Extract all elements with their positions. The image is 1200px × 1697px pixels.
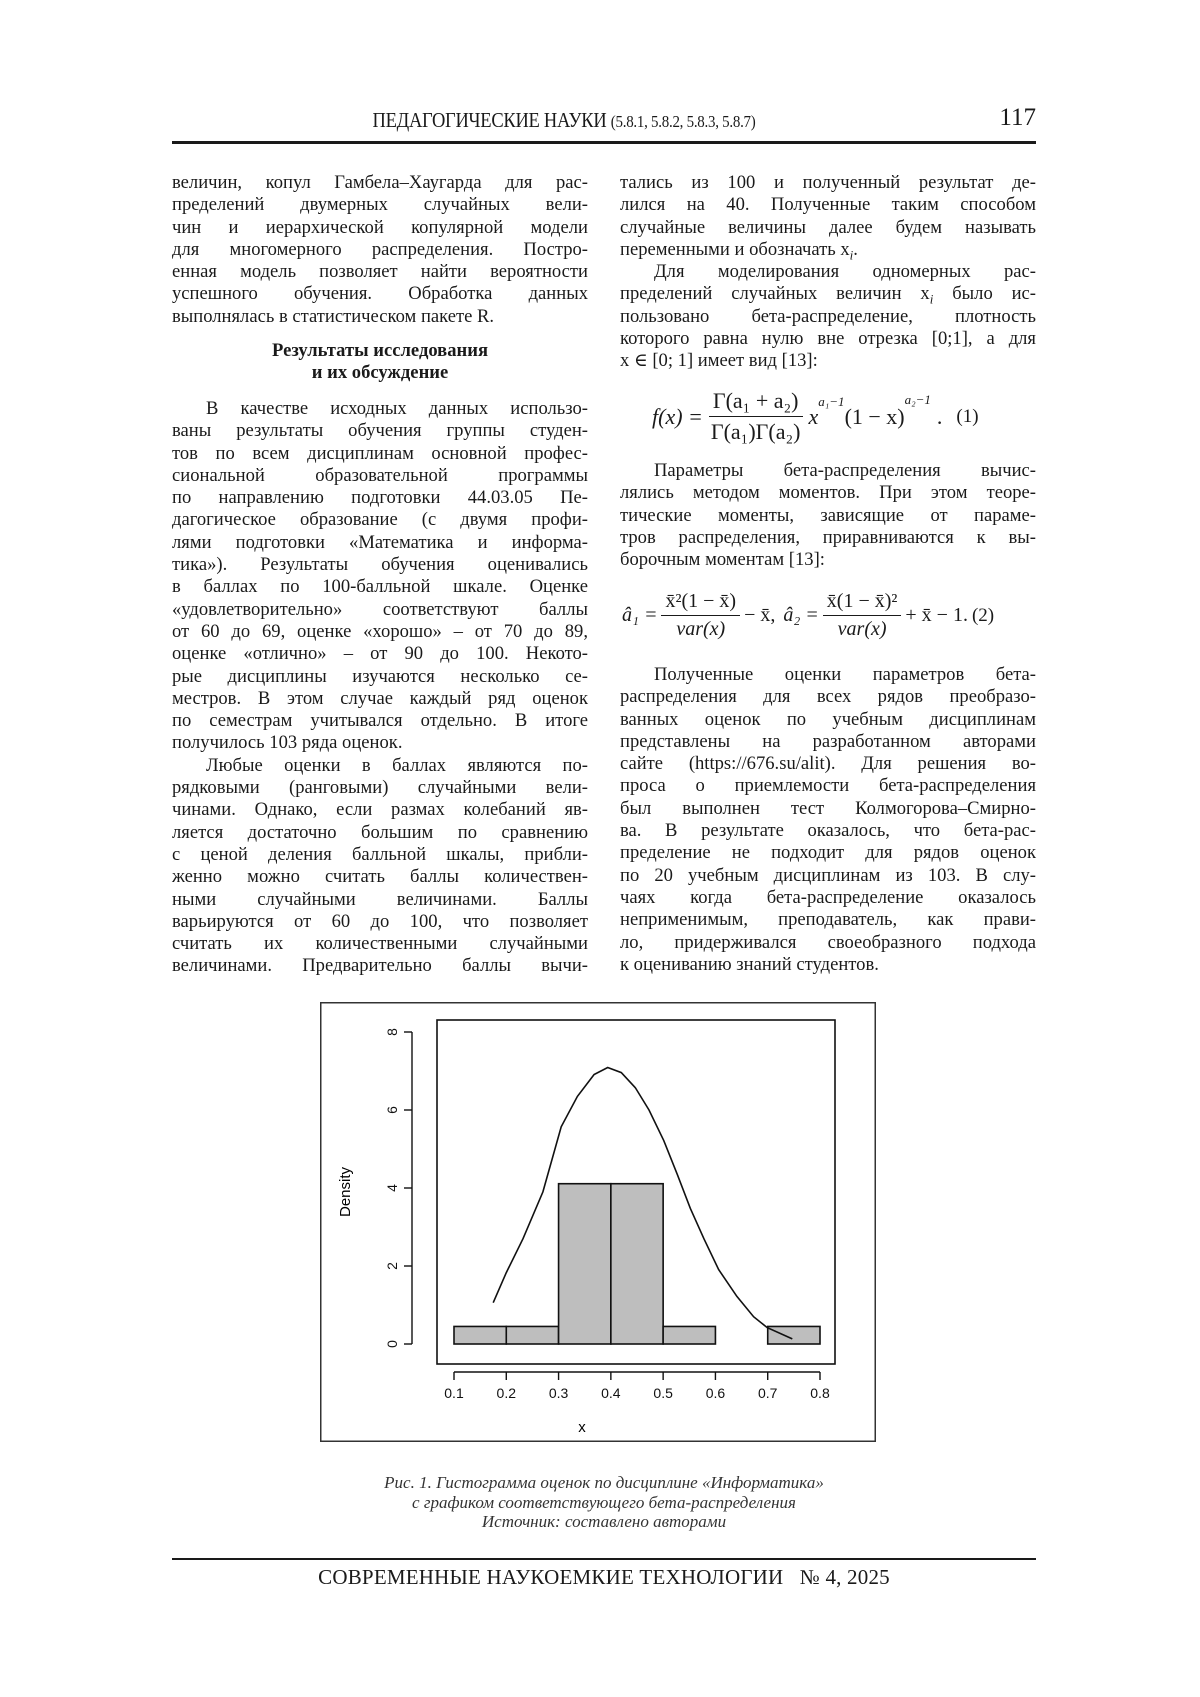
numerator: x̄(1 − x̄)² <box>823 590 902 616</box>
page-number: 117 <box>999 104 1036 132</box>
text-line: лялись методом моментов. При этом теоре- <box>620 482 1036 504</box>
text-line: ваны результаты обучения группы студен- <box>172 420 588 442</box>
text-line: тика»). Результаты обучения оценивались <box>172 554 588 576</box>
fraction <box>661 590 740 641</box>
line-tail: было ис- <box>933 283 1036 304</box>
formula-mid: − x̄, <box>744 604 775 627</box>
text-line: рые дисциплины изучаются несколько се- <box>172 666 588 688</box>
text-line: дагогическое образование (с двумя профи- <box>172 509 588 531</box>
right-para-2 <box>620 460 1036 571</box>
histogram-bar-0 <box>454 1326 506 1344</box>
x-tick-label: 0.3 <box>549 1385 569 1401</box>
text-line: по семестрам учитывался отдельно. В итоге <box>172 710 588 732</box>
y-tick-label: 6 <box>384 1106 400 1114</box>
text-line: «удовлетворительно» соответствуют баллы <box>172 599 588 621</box>
x-tick-label: 0.4 <box>601 1385 621 1401</box>
caption-line: Рис. 1. Гистограмма оценок по дисциплине «Информатика» <box>172 1473 1036 1493</box>
text-line: представлены на разработанном авторами <box>620 731 1036 753</box>
text-line: Полученные оценки параметров бета- <box>620 664 1036 686</box>
text-line: распределения для всех рядов преобразо- <box>620 686 1036 708</box>
caption-source: Источник: составлено авторами <box>172 1512 1036 1532</box>
formula-term: (1 − x) <box>845 404 905 430</box>
text-line: в баллах по 100-балльной шкале. Оценке <box>172 576 588 598</box>
text-line <box>620 239 1036 261</box>
text-line: пределений двумерных случайных вели- <box>172 194 588 216</box>
x-tick-label: 0.2 <box>497 1385 517 1401</box>
figure-caption <box>172 1473 1036 1532</box>
left-body <box>172 398 588 978</box>
text-line: ло, придерживался своеобразного подхода <box>620 932 1036 954</box>
caption-line: с графиком соответствующего бета-распределения <box>172 1493 1036 1513</box>
x-tick-label: 0.7 <box>758 1385 778 1401</box>
text-line <box>620 283 1036 305</box>
footer-rule <box>172 1558 1036 1560</box>
denominator: var(x) <box>834 616 891 641</box>
var-x: переменными и обозначать x <box>620 239 850 260</box>
text-line: рядковыми (ранговыми) случайными вели- <box>172 777 588 799</box>
denominator: var(x) <box>672 616 729 641</box>
histogram-bar-6 <box>768 1326 820 1344</box>
histogram-bar-2 <box>559 1184 611 1344</box>
text-line: неприменимым, преподаватель, как прави- <box>620 909 1036 931</box>
running-header <box>172 108 1036 138</box>
y-tick-label: 0 <box>384 1340 400 1348</box>
text-line: Любые оценки в баллах являются по- <box>172 755 588 777</box>
text-line: величин, копул Гамбела–Хаугарда для рас- <box>172 172 588 194</box>
subscript-i: i <box>850 248 854 263</box>
text-line: случайные величины далее будем называть <box>620 217 1036 239</box>
text-line: пользовано бета-распределение, плотность <box>620 306 1036 328</box>
a1-hat: â₁ = <box>622 604 657 627</box>
text-line: чаях когда бета-распределение оказалось <box>620 887 1036 909</box>
formula-dot: . <box>937 404 943 430</box>
text-line: лился на 40. Полученные таким способом <box>620 194 1036 216</box>
fraction <box>823 590 902 641</box>
x-tick-label: 0.5 <box>653 1385 673 1401</box>
text-line: лями подготовки «Математика и информа- <box>172 532 588 554</box>
denominator: Γ(a₁)Γ(a₂) <box>707 417 805 445</box>
fraction <box>707 388 805 445</box>
text-line: варьируются от 60 до 100, что позволяет <box>172 911 588 933</box>
text-line: считать их количественными случайными <box>172 933 588 955</box>
section-name: ПЕДАГОГИЧЕСКИЕ НАУКИ <box>372 108 606 132</box>
x-tick-label: 0.1 <box>444 1385 464 1401</box>
right-para-3 <box>620 664 1036 976</box>
text-line: x ∈ [0; 1] имеет вид [13]: <box>620 350 1036 372</box>
y-tick-label: 8 <box>384 1028 400 1036</box>
text-line: борочным моментам [13]: <box>620 549 1036 571</box>
histogram-bar-3 <box>611 1184 663 1344</box>
exponent: a₁−1 <box>818 394 844 409</box>
text-line: от 60 до 69, оценке «хорошо» – от 70 до 89, <box>172 621 588 643</box>
text-line: В качестве исходных данных использо- <box>172 398 588 420</box>
x-tick-label: 0.6 <box>706 1385 726 1401</box>
section-codes: (5.8.1, 5.8.2, 5.8.3, 5.8.7) <box>611 112 756 131</box>
text-part: пределений случайных величин x <box>620 283 930 304</box>
text-line: чин и иерархической копулярной модели <box>172 217 588 239</box>
text-line: чинами. Однако, если размах колебаний яв- <box>172 799 588 821</box>
text-line: тические моменты, зависящие от параме- <box>620 505 1036 527</box>
text-line: тов по всем дисциплинам основной профес- <box>172 443 588 465</box>
text-line: местров. В этом случае каждый ряд оценок <box>172 688 588 710</box>
formula-end: + x̄ − 1. <box>905 604 968 627</box>
text-line: Результаты исследования <box>172 340 588 362</box>
right-para-1 <box>620 172 1036 373</box>
line-tail: . <box>853 239 858 260</box>
formula-x: x <box>809 404 819 430</box>
histogram-bar-1 <box>506 1326 558 1344</box>
text-line: тались из 100 и полученный результат де- <box>620 172 1036 194</box>
y-tick-label: 4 <box>384 1184 400 1192</box>
text-line: енная модель позволяет найти вероятности <box>172 261 588 283</box>
section-title <box>219 108 909 133</box>
text-line: пределение не подходит для рядов оценок <box>620 842 1036 864</box>
text-line: и их обсуждение <box>172 362 588 384</box>
text-line: сайте (https://676.su/alit). Для решения во- <box>620 753 1036 775</box>
text-line: для многомерного распределения. Постро- <box>172 239 588 261</box>
text-line: ными случайными величинами. Баллы <box>172 889 588 911</box>
header-rule <box>172 141 1036 144</box>
formula-1 <box>652 388 979 445</box>
text-line: ванных оценок по учебным дисциплинам <box>620 709 1036 731</box>
text-line: получилось 103 ряда оценок. <box>172 732 588 754</box>
text-line: по направлению подготовки 44.03.05 Пе- <box>172 487 588 509</box>
text-line: величинами. Предварительно баллы вычи- <box>172 955 588 977</box>
text-line: с ценой деления балльной шкалы, прибли- <box>172 844 588 866</box>
text-line: сиональной образовательной программы <box>172 465 588 487</box>
y-tick-label: 2 <box>384 1262 400 1270</box>
text-line: успешного обучения. Обработка данных <box>172 283 588 305</box>
equation-number: (1) <box>956 406 978 428</box>
section-heading <box>172 340 588 385</box>
text-line: был выполнен тест Колмогорова–Смирно- <box>620 798 1036 820</box>
text-line: ляется достаточно большим по сравнению <box>172 822 588 844</box>
histogram-bar-4 <box>663 1326 715 1344</box>
formula-lhs: f(x) = <box>652 404 703 430</box>
text-line: по 20 учебным дисциплинам из 103. В слу- <box>620 865 1036 887</box>
y-axis-label: Density <box>337 1166 354 1217</box>
subscript-i: i <box>930 292 934 307</box>
a2-hat: â₂ = <box>783 604 818 627</box>
text-line: Для моделирования одномерных рас- <box>620 261 1036 283</box>
text-line: проса о приемлемости бета-распределения <box>620 775 1036 797</box>
numerator: x̄²(1 − x̄) <box>661 590 740 616</box>
x-tick-label: 0.8 <box>810 1385 830 1401</box>
histogram-figure <box>320 1002 876 1442</box>
text-line: оценке «отлично» – от 90 до 100. Некото- <box>172 643 588 665</box>
exponent: a₂−1 <box>905 392 931 407</box>
text-line: к оцениванию знаний студентов. <box>620 954 1036 976</box>
text-line: Параметры бета-распределения вычис- <box>620 460 1036 482</box>
text-line: которого равна нулю вне отрезка [0;1], а для <box>620 328 1036 350</box>
numerator: Γ(a₁ + a₂) <box>709 388 803 417</box>
left-intro <box>172 172 588 328</box>
text-line: тров распределения, приравниваются к вы- <box>620 527 1036 549</box>
text-line: женно можно считать баллы количествен- <box>172 866 588 888</box>
journal-footer: СОВРЕМЕННЫЕ НАУКОЕМКИЕ ТЕХНОЛОГИИ № 4, 2025 <box>172 1565 1036 1590</box>
x-axis-label: x <box>578 1419 586 1436</box>
equation-number: (2) <box>972 605 994 627</box>
formula-2 <box>622 590 994 641</box>
text-line: ва. В результате оказалось, что бета-рас- <box>620 820 1036 842</box>
text-line: выполнялась в статистическом пакете R. <box>172 306 588 328</box>
